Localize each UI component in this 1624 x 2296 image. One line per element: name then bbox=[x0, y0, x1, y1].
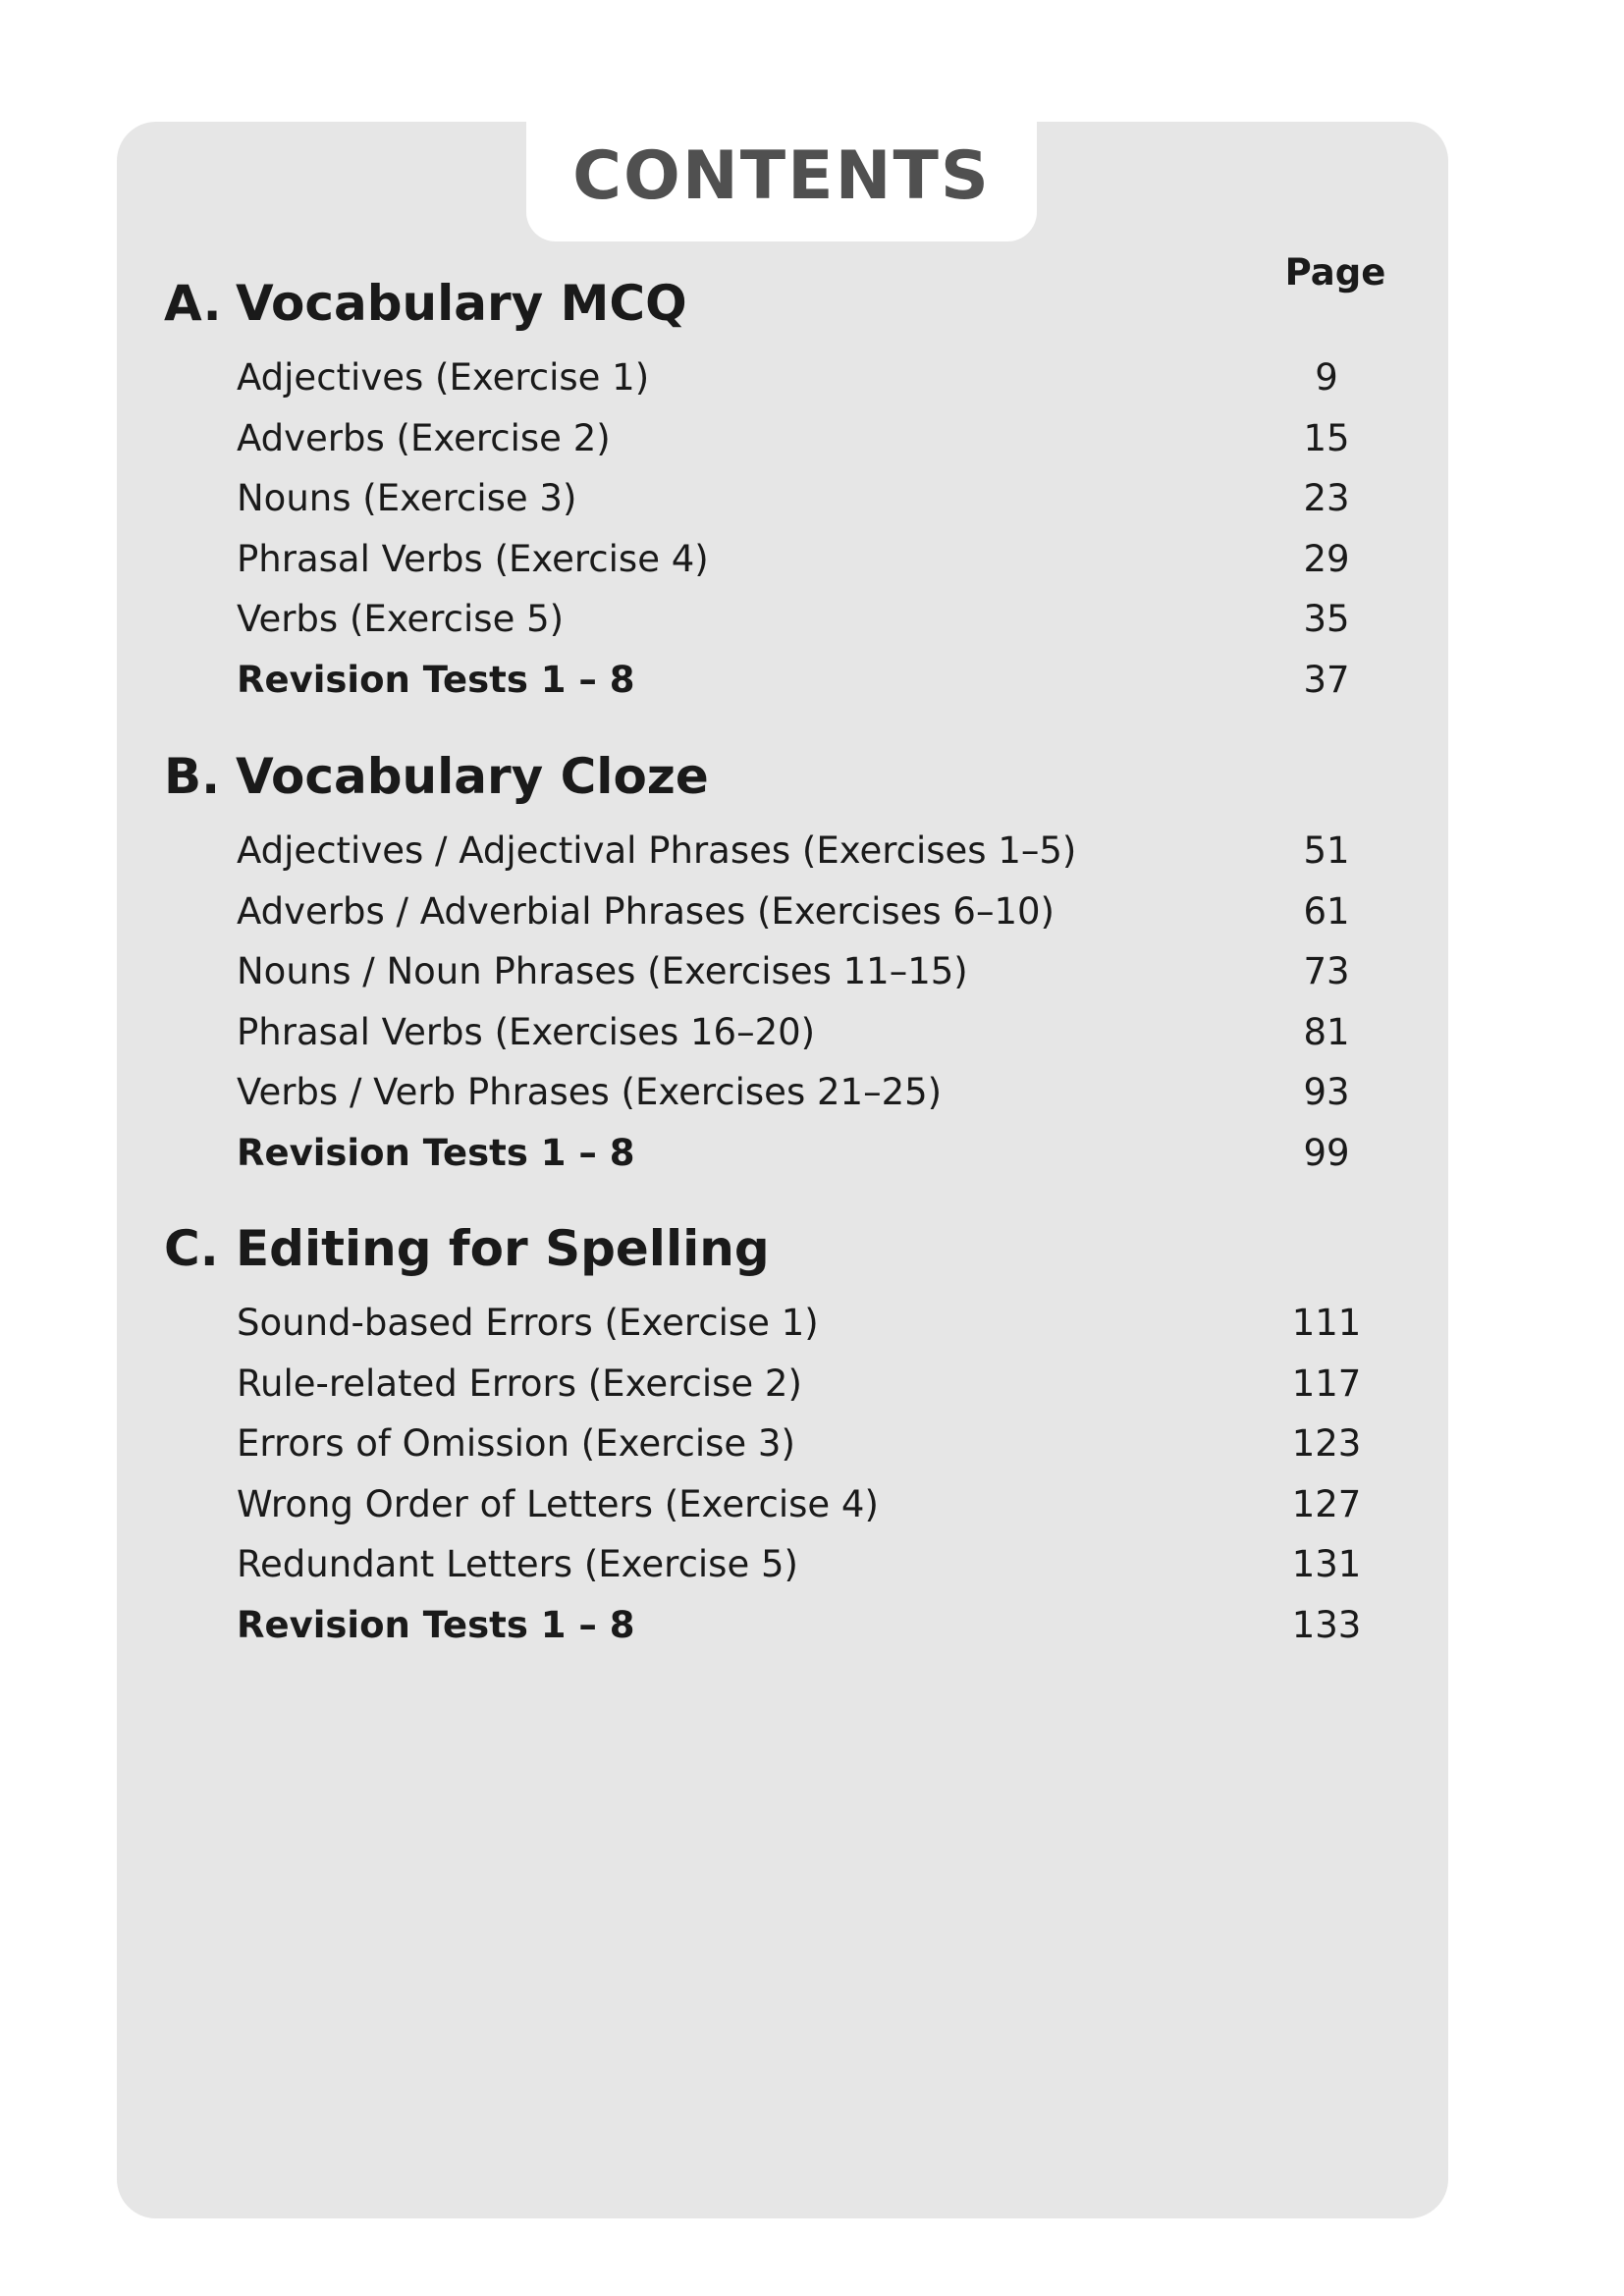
toc-entry[interactable] bbox=[237, 538, 1385, 587]
toc-entry[interactable] bbox=[237, 829, 1385, 879]
section-heading bbox=[164, 748, 709, 805]
toc-entry-label: Verbs / Verb Phrases (Exercises 21–25) bbox=[237, 1071, 943, 1113]
toc-entry-label: Nouns (Exercise 3) bbox=[237, 477, 577, 519]
section-heading bbox=[164, 1220, 770, 1277]
section-title: Editing for Spelling bbox=[236, 1220, 770, 1277]
toc-entry-page-number: 93 bbox=[1303, 1071, 1350, 1113]
toc-entry-page-number: 15 bbox=[1303, 417, 1350, 459]
toc-entry-page-number: 133 bbox=[1291, 1604, 1362, 1646]
toc-entry[interactable] bbox=[237, 950, 1385, 999]
toc-entry[interactable] bbox=[237, 1604, 1385, 1653]
toc-entry-page-number: 37 bbox=[1303, 659, 1350, 701]
section-title: Vocabulary MCQ bbox=[236, 275, 687, 332]
page-title: CONTENTS bbox=[572, 137, 991, 215]
toc-entry[interactable] bbox=[237, 477, 1385, 526]
section-letter: A. bbox=[164, 275, 222, 332]
toc-entry-page-number: 131 bbox=[1291, 1543, 1362, 1585]
toc-entry-page-number: 99 bbox=[1303, 1132, 1350, 1174]
toc-entry-page-number: 35 bbox=[1303, 598, 1350, 640]
toc-entry-page-number: 111 bbox=[1291, 1302, 1362, 1344]
toc-entry-label: Phrasal Verbs (Exercise 4) bbox=[237, 538, 709, 580]
toc-entry-page-number: 61 bbox=[1303, 890, 1350, 933]
toc-entry-page-number: 117 bbox=[1291, 1362, 1362, 1405]
section-title: Vocabulary Cloze bbox=[236, 748, 709, 805]
toc-entry-page-number: 127 bbox=[1291, 1483, 1362, 1525]
toc-entry-label: Adverbs (Exercise 2) bbox=[237, 417, 611, 459]
toc-entry[interactable] bbox=[237, 1132, 1385, 1181]
toc-entry[interactable] bbox=[237, 1422, 1385, 1471]
toc-entry-page-number: 29 bbox=[1303, 538, 1350, 580]
page-column-header: Page bbox=[1284, 251, 1386, 294]
toc-entry[interactable] bbox=[237, 598, 1385, 647]
toc-entry-label: Wrong Order of Letters (Exercise 4) bbox=[237, 1483, 879, 1525]
toc-entry-label: Revision Tests 1 – 8 bbox=[237, 1604, 635, 1646]
toc-entry-label: Verbs (Exercise 5) bbox=[237, 598, 565, 640]
toc-entry[interactable] bbox=[237, 1011, 1385, 1060]
toc-entry[interactable] bbox=[237, 1302, 1385, 1351]
toc-entry-label: Adjectives (Exercise 1) bbox=[237, 356, 650, 399]
toc-entry[interactable] bbox=[237, 1071, 1385, 1120]
toc-entry-label: Redundant Letters (Exercise 5) bbox=[237, 1543, 798, 1585]
toc-entry-page-number: 123 bbox=[1291, 1422, 1362, 1465]
toc-entry[interactable] bbox=[237, 356, 1385, 405]
toc-entry[interactable] bbox=[237, 659, 1385, 708]
section-letter: B. bbox=[164, 748, 221, 805]
toc-entry-label: Revision Tests 1 – 8 bbox=[237, 659, 635, 701]
toc-entry-page-number: 23 bbox=[1303, 477, 1350, 519]
toc-entry-label: Errors of Omission (Exercise 3) bbox=[237, 1422, 795, 1465]
toc-entry[interactable] bbox=[237, 890, 1385, 939]
toc-entry-label: Adjectives / Adjectival Phrases (Exercises 1–5) bbox=[237, 829, 1077, 872]
toc-entry-label: Nouns / Noun Phrases (Exercises 11–15) bbox=[237, 950, 968, 992]
section-heading bbox=[164, 275, 687, 332]
toc-entry-page-number: 81 bbox=[1303, 1011, 1350, 1053]
toc-entry-label: Rule-related Errors (Exercise 2) bbox=[237, 1362, 802, 1405]
toc-entry[interactable] bbox=[237, 1543, 1385, 1592]
toc-entry[interactable] bbox=[237, 1483, 1385, 1532]
toc-entry-label: Phrasal Verbs (Exercises 16–20) bbox=[237, 1011, 816, 1053]
section-letter: C. bbox=[164, 1220, 219, 1277]
toc-entry[interactable] bbox=[237, 1362, 1385, 1412]
toc-entry-page-number: 51 bbox=[1303, 829, 1350, 872]
toc-entry-page-number: 73 bbox=[1303, 950, 1350, 992]
toc-entry-page-number: 9 bbox=[1315, 356, 1338, 399]
toc-entry-label: Sound-based Errors (Exercise 1) bbox=[237, 1302, 819, 1344]
toc-entry-label: Revision Tests 1 – 8 bbox=[237, 1132, 635, 1174]
toc-entry-label: Adverbs / Adverbial Phrases (Exercises 6–10) bbox=[237, 890, 1055, 933]
toc-entry[interactable] bbox=[237, 417, 1385, 466]
